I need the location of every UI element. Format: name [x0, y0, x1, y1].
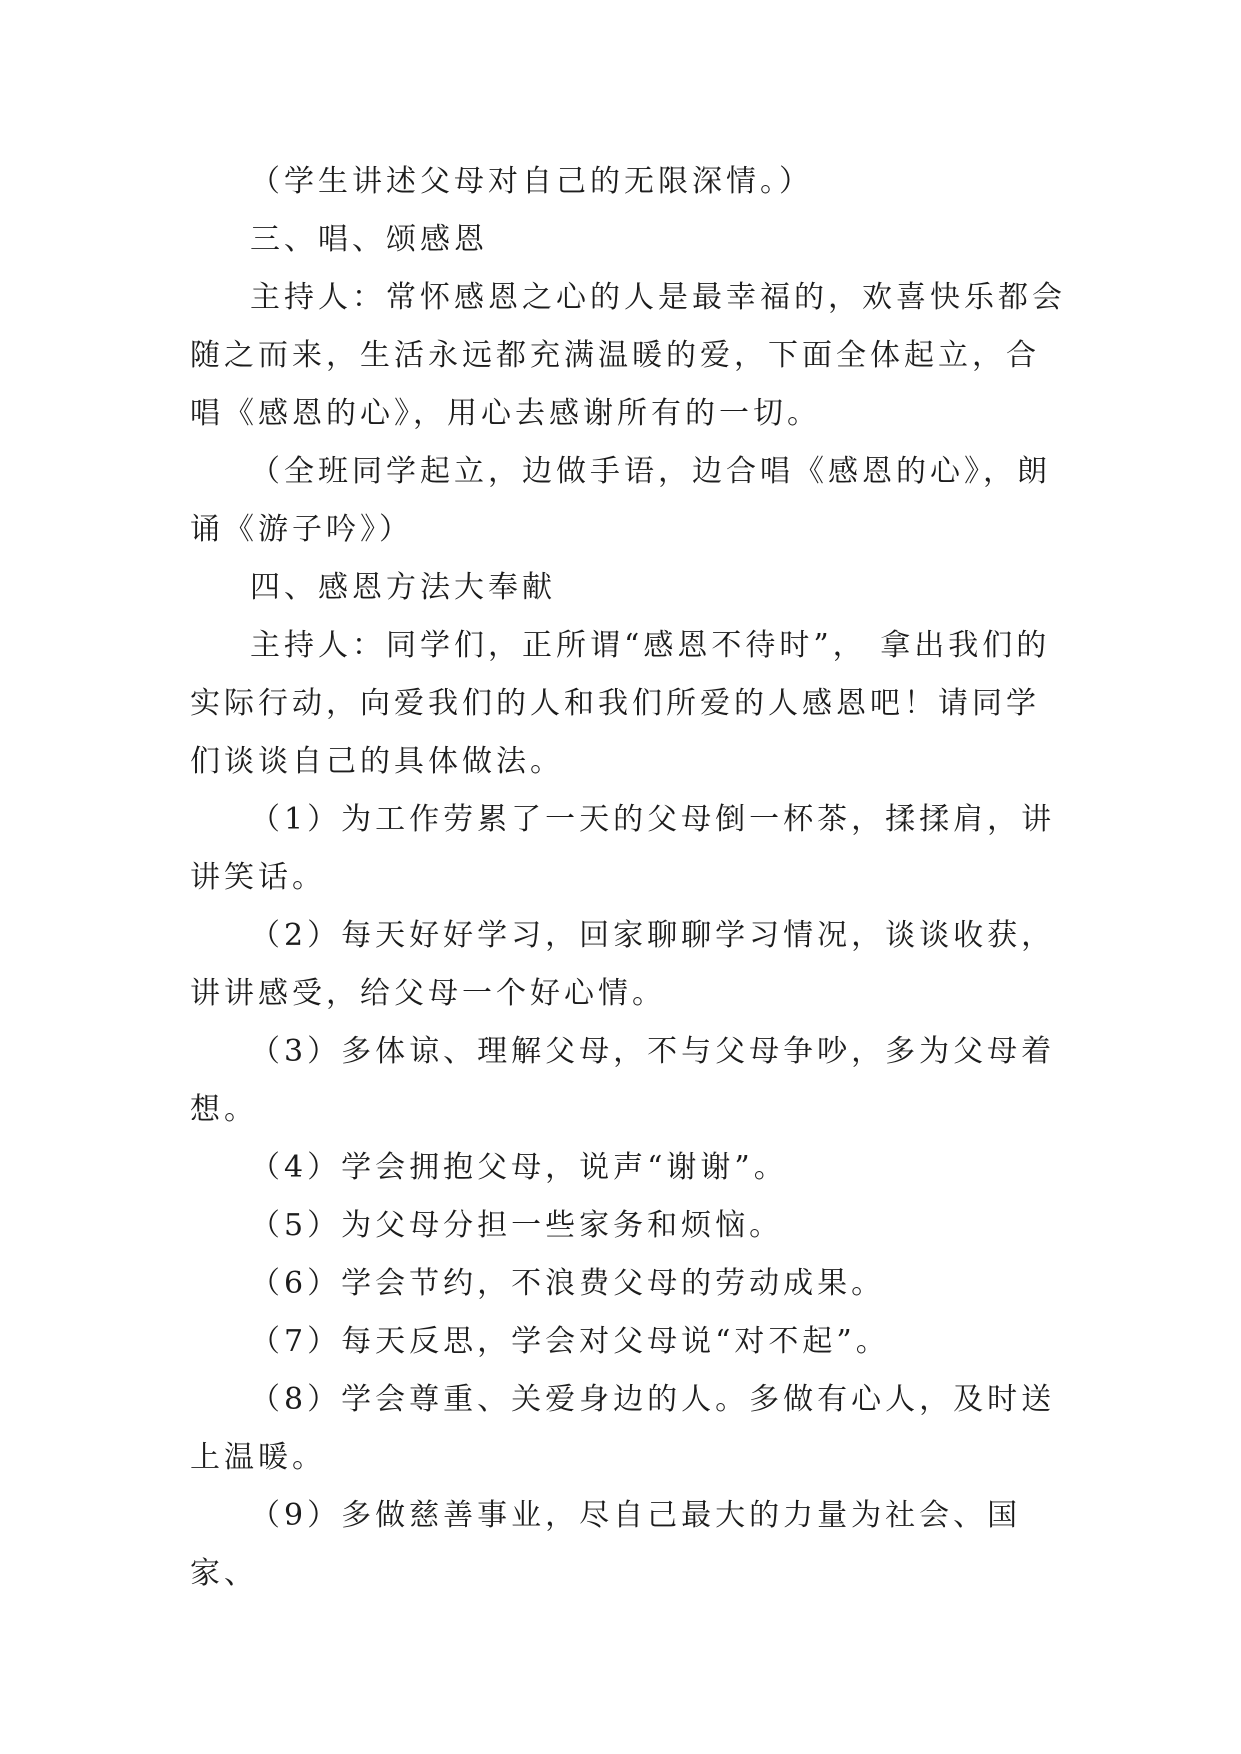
- list-item-3: （3）多体谅、理解父母，不与父母争吵，多为父母着想。: [190, 1034, 1056, 1127]
- list-item-4: （4）学会拥抱父母，说声“谢谢”。: [250, 1150, 788, 1185]
- list-item-6: （6）学会节约，不浪费父母的劳动成果。: [250, 1266, 886, 1301]
- section-heading-3: 三、唱、颂感恩: [250, 222, 488, 257]
- list-item-1: （1）为工作劳累了一天的父母倒一杯茶，揉揉肩，讲讲笑话。: [190, 802, 1056, 895]
- paragraph-student-narration: （学生讲述父母对自己的无限深情。）: [250, 164, 813, 199]
- list-item-8: （8）学会尊重、关爱身边的人。多做有心人，及时送上温暖。: [190, 1382, 1056, 1475]
- list-item-9: （9）多做慈善事业，尽自己最大的力量为社会、国家、: [190, 1498, 1022, 1591]
- section-heading-4: 四、感恩方法大奉献: [250, 570, 556, 605]
- paragraph-class-sing: （全班同学起立，边做手语，边合唱《感恩的心》，朗诵《游子吟》）: [190, 454, 1051, 547]
- list-item-7: （7）每天反思，学会对父母说“对不起”。: [250, 1324, 890, 1359]
- document-body: [190, 153, 1070, 1603]
- list-item-2: （2）每天好好学习，回家聊聊学习情况，谈谈收获，讲讲感受，给父母一个好心情。: [190, 918, 1056, 1011]
- paragraph-host-methods: 主持人：同学们，正所谓“感恩不待时”， 拿出我们的实际行动，向爱我们的人和我们所爱的人感恩吧！请同学们谈谈自己的具体做法。: [190, 628, 1051, 779]
- paragraph-host-sing: 主持人：常怀感恩之心的人是最幸福的，欢喜快乐都会随之而来，生活永远都充满温暖的爱，下面全体起立，合唱《感恩的心》，用心去感谢所有的一切。: [190, 280, 1066, 431]
- list-item-5: （5）为父母分担一些家务和烦恼。: [250, 1208, 784, 1243]
